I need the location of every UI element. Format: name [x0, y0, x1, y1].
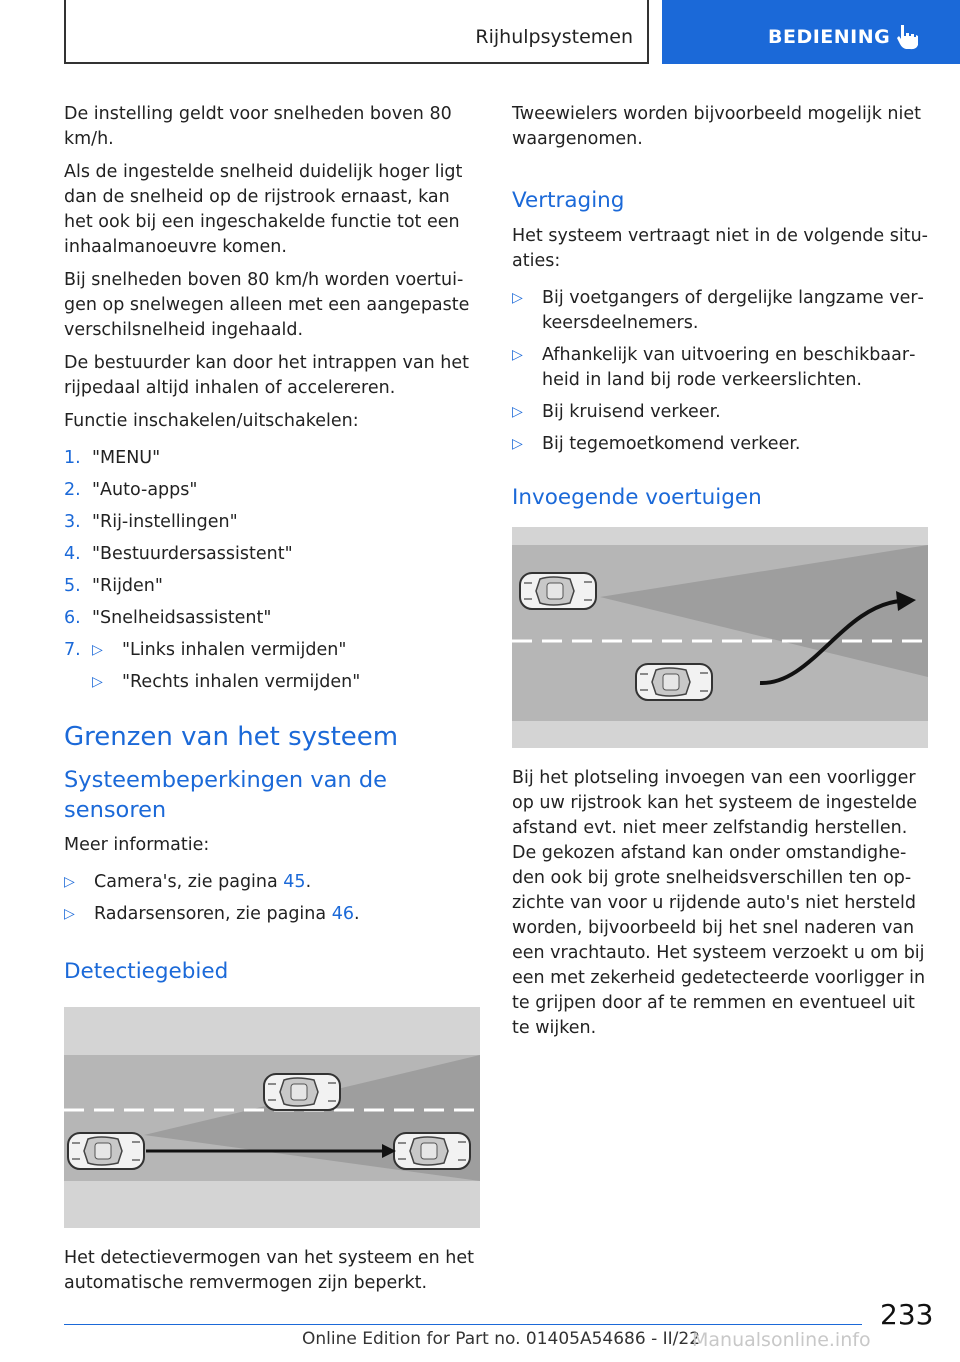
- footer-edition: Online Edition for Part no. 01405A54686 - II/22: [302, 1329, 701, 1349]
- header-section-tab: [64, 0, 649, 64]
- triangle-bullet-icon: ▷: [512, 347, 523, 363]
- heading-system-limits: Grenzen van het systeem: [64, 722, 399, 752]
- step-item: 1. "MENU": [64, 448, 161, 468]
- page-number: 233: [880, 1298, 934, 1331]
- detection-area-illustration: [64, 1007, 480, 1228]
- triangle-bullet-icon: ▷: [64, 906, 75, 922]
- heading-detection-area: Detectiegebied: [64, 959, 229, 984]
- heading-merging-vehicles: Invoegende voertuigen: [512, 485, 762, 510]
- reference-list: [64, 870, 476, 927]
- delay-bullet-item: ▷ Bij kruisend verkeer.: [512, 400, 928, 425]
- more-info-label: Meer informatie:: [64, 835, 210, 855]
- heading-sensor-limits: Systeembeperkingen van de sensoren: [64, 767, 387, 823]
- left-paragraph: Functie inschakelen/uitschakelen:: [64, 411, 359, 431]
- triangle-bullet-icon: ▷: [512, 290, 523, 306]
- reference-item: ▷ Radarsensoren, zie pagina 46.: [64, 902, 476, 927]
- step-item: 7. ▷ "Links inhalen vermijden" ▷ "Rechts inhalen vermijden": [64, 638, 476, 695]
- step-item: 2. "Auto-apps": [64, 480, 198, 500]
- left-paragraph: Als de ingestelde snelheid duidelijk hoger ligt dan de snelheid op de rijstrook ernaast, kan het ook bij een ingeschakelde functie tot een inhaalmanoeuvre komen.: [64, 162, 463, 257]
- hand-pointer-icon: [897, 24, 919, 50]
- step-item: 3. "Rij-instellingen": [64, 512, 238, 532]
- delay-bullet-item: ▷ Bij tegemoetkomend verkeer.: [512, 432, 928, 457]
- triangle-bullet-icon: ▷: [92, 674, 103, 690]
- step-subitem: ▷ "Rechts inhalen vermijden": [92, 670, 476, 695]
- left-paragraph: De instelling geldt voor snelheden boven 80 km/h.: [64, 104, 452, 149]
- triangle-bullet-icon: ▷: [512, 436, 523, 452]
- heading-delay: Vertraging: [512, 188, 625, 213]
- delay-bullet-list: [512, 286, 928, 457]
- step-item: 4. "Bestuurdersassistent": [64, 544, 293, 564]
- reference-item: ▷ Camera's, zie pagina 45.: [64, 870, 476, 895]
- left-paragraph: De bestuurder kan door het intrappen van het rijpedaal altijd inhalen of accelereren.: [64, 353, 469, 398]
- triangle-bullet-icon: ▷: [92, 642, 103, 658]
- triangle-bullet-icon: ▷: [64, 874, 75, 890]
- left-paragraph: Bij snelheden boven 80 km/h worden voertuigen op snelwegen alleen met een aangepaste verschilsnelheid ingehaald.: [64, 270, 470, 340]
- delay-bullet-item: ▷ Afhankelijk van uitvoering en beschikbaarheid in land bij rode verkeerslichten.: [512, 345, 916, 390]
- triangle-bullet-icon: ▷: [512, 404, 523, 420]
- header-section-title: Rijhulpsystemen: [475, 26, 633, 48]
- right-paragraph: Tweewielers worden bijvoorbeeld mogelijk niet waargenomen.: [512, 104, 921, 149]
- detection-caption: Het detectievermogen van het systeem en het automatische remvermogen zijn beperkt.: [64, 1248, 475, 1293]
- footer-divider: [64, 1324, 862, 1325]
- left-column: [64, 102, 476, 1304]
- step-item: 6. "Snelheidsassistent": [64, 608, 272, 628]
- step-item: 5. "Rijden": [64, 576, 163, 596]
- header-chapter-tab: [662, 0, 960, 64]
- step-subitem: ▷ "Links inhalen vermijden": [92, 638, 476, 663]
- footer-watermark: Manualsonline.info: [692, 1329, 871, 1351]
- right-paragraph: Het systeem vertraagt niet in de volgende situaties:: [512, 226, 928, 271]
- merging-caption: Bij het plotseling invoegen van een voorligger op uw rijstrook kan het systeem de ingestelde afstand evt. niet meer zelfstandig herstellen. De gekozen afstand kan onder omstandigheden ook bij grote snelheidsverschillen ten opzichte van voor u rijdende auto's niet hersteld worden, bijvoorbeeld bij het snel naderen van een vrachtauto. Het systeem verzoekt u om bij een met zekerheid gedetecteerde voorligger in te grijpen door af te remmen en eventueel uit te wijken.: [512, 768, 926, 1038]
- steps-list: [64, 446, 476, 695]
- header-chapter-title: BEDIENING: [768, 26, 891, 48]
- step-sublist: [92, 638, 476, 695]
- delay-bullet-item: ▷ Bij voetgangers of dergelijke langzame verkeersdeelnemers.: [512, 288, 924, 333]
- right-column: [512, 102, 928, 1049]
- page-link-45[interactable]: 45: [283, 872, 306, 892]
- merging-vehicle-illustration: [512, 527, 928, 748]
- page-link-46[interactable]: 46: [331, 904, 354, 924]
